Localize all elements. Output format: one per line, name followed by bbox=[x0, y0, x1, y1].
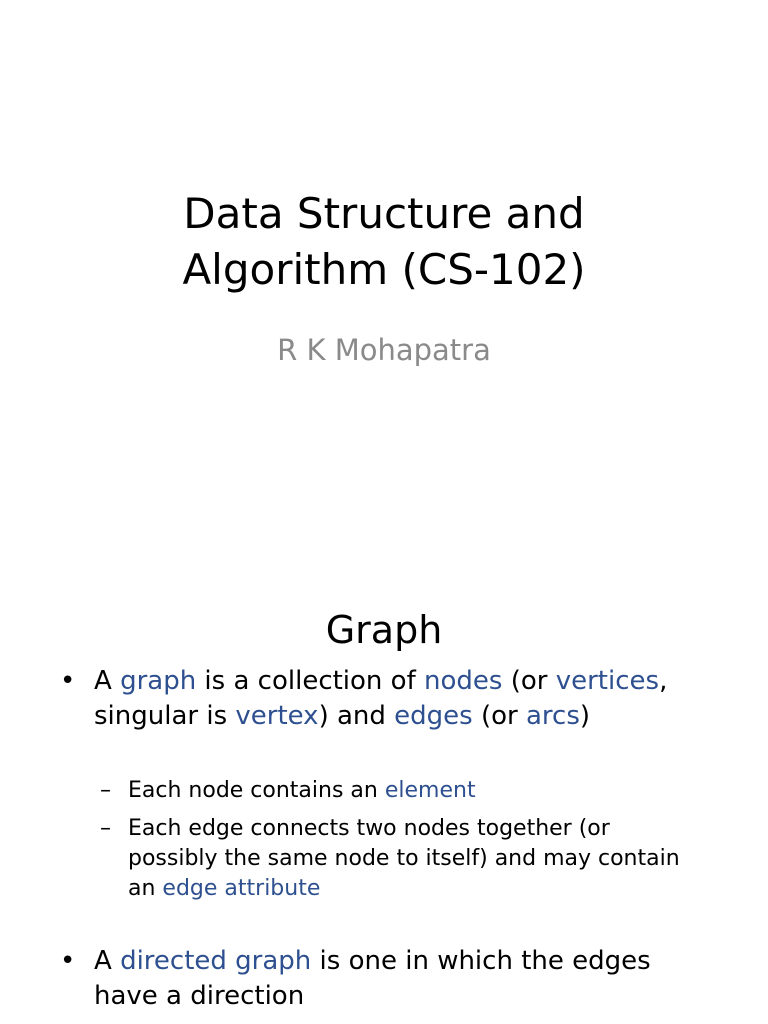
keyword-vertex: vertex bbox=[235, 701, 319, 731]
keyword-element: element bbox=[384, 778, 476, 803]
text-run: (or bbox=[502, 666, 556, 696]
course-title-line-1: Data Structure and bbox=[183, 189, 585, 238]
text-run: (or bbox=[472, 701, 526, 731]
bullet-directed-graph bbox=[60, 944, 710, 1014]
keyword-vertices: vertices bbox=[555, 666, 660, 696]
course-title bbox=[0, 186, 768, 298]
text-run: Each edge connects two nodes together (or possibly the same node to itself) and may contain an bbox=[128, 816, 680, 901]
text-run: , singular is bbox=[94, 666, 668, 731]
bullet-graph-definition bbox=[60, 664, 710, 734]
text-run: is a collection of bbox=[196, 666, 425, 696]
bullet-text bbox=[94, 664, 710, 734]
text-run: A bbox=[94, 666, 121, 696]
bullet-marker: • bbox=[60, 666, 76, 696]
keyword-edge-attribute: edge attribute bbox=[162, 876, 321, 901]
bullet-marker: • bbox=[60, 946, 76, 976]
sub-bullet-node-element bbox=[100, 776, 680, 806]
text-run: is one in which the edges have a direction bbox=[94, 946, 651, 1011]
keyword-arcs: arcs bbox=[526, 701, 580, 731]
slide-title: Graph bbox=[325, 608, 443, 652]
author-name: R K Mohapatra bbox=[277, 333, 491, 367]
keyword-nodes: nodes bbox=[424, 666, 503, 696]
keyword-edges: edges bbox=[394, 701, 473, 731]
sub-bullet-marker: – bbox=[100, 778, 111, 803]
graph-slide bbox=[0, 540, 768, 1024]
sub-bullet-text bbox=[128, 776, 680, 806]
text-run: Each node contains an bbox=[128, 778, 385, 803]
sub-bullet-text bbox=[128, 814, 680, 904]
sub-bullet-marker: – bbox=[100, 816, 111, 841]
text-run: A bbox=[94, 946, 121, 976]
text-run: ) bbox=[579, 701, 591, 731]
keyword-directed-graph: directed graph bbox=[120, 946, 312, 976]
bullet-text bbox=[94, 944, 710, 1014]
sub-bullet-edge-connects bbox=[100, 814, 680, 904]
course-title-line-2: Algorithm (CS-102) bbox=[182, 245, 586, 294]
keyword-graph: graph bbox=[120, 666, 197, 696]
text-run: ) and bbox=[318, 701, 395, 731]
